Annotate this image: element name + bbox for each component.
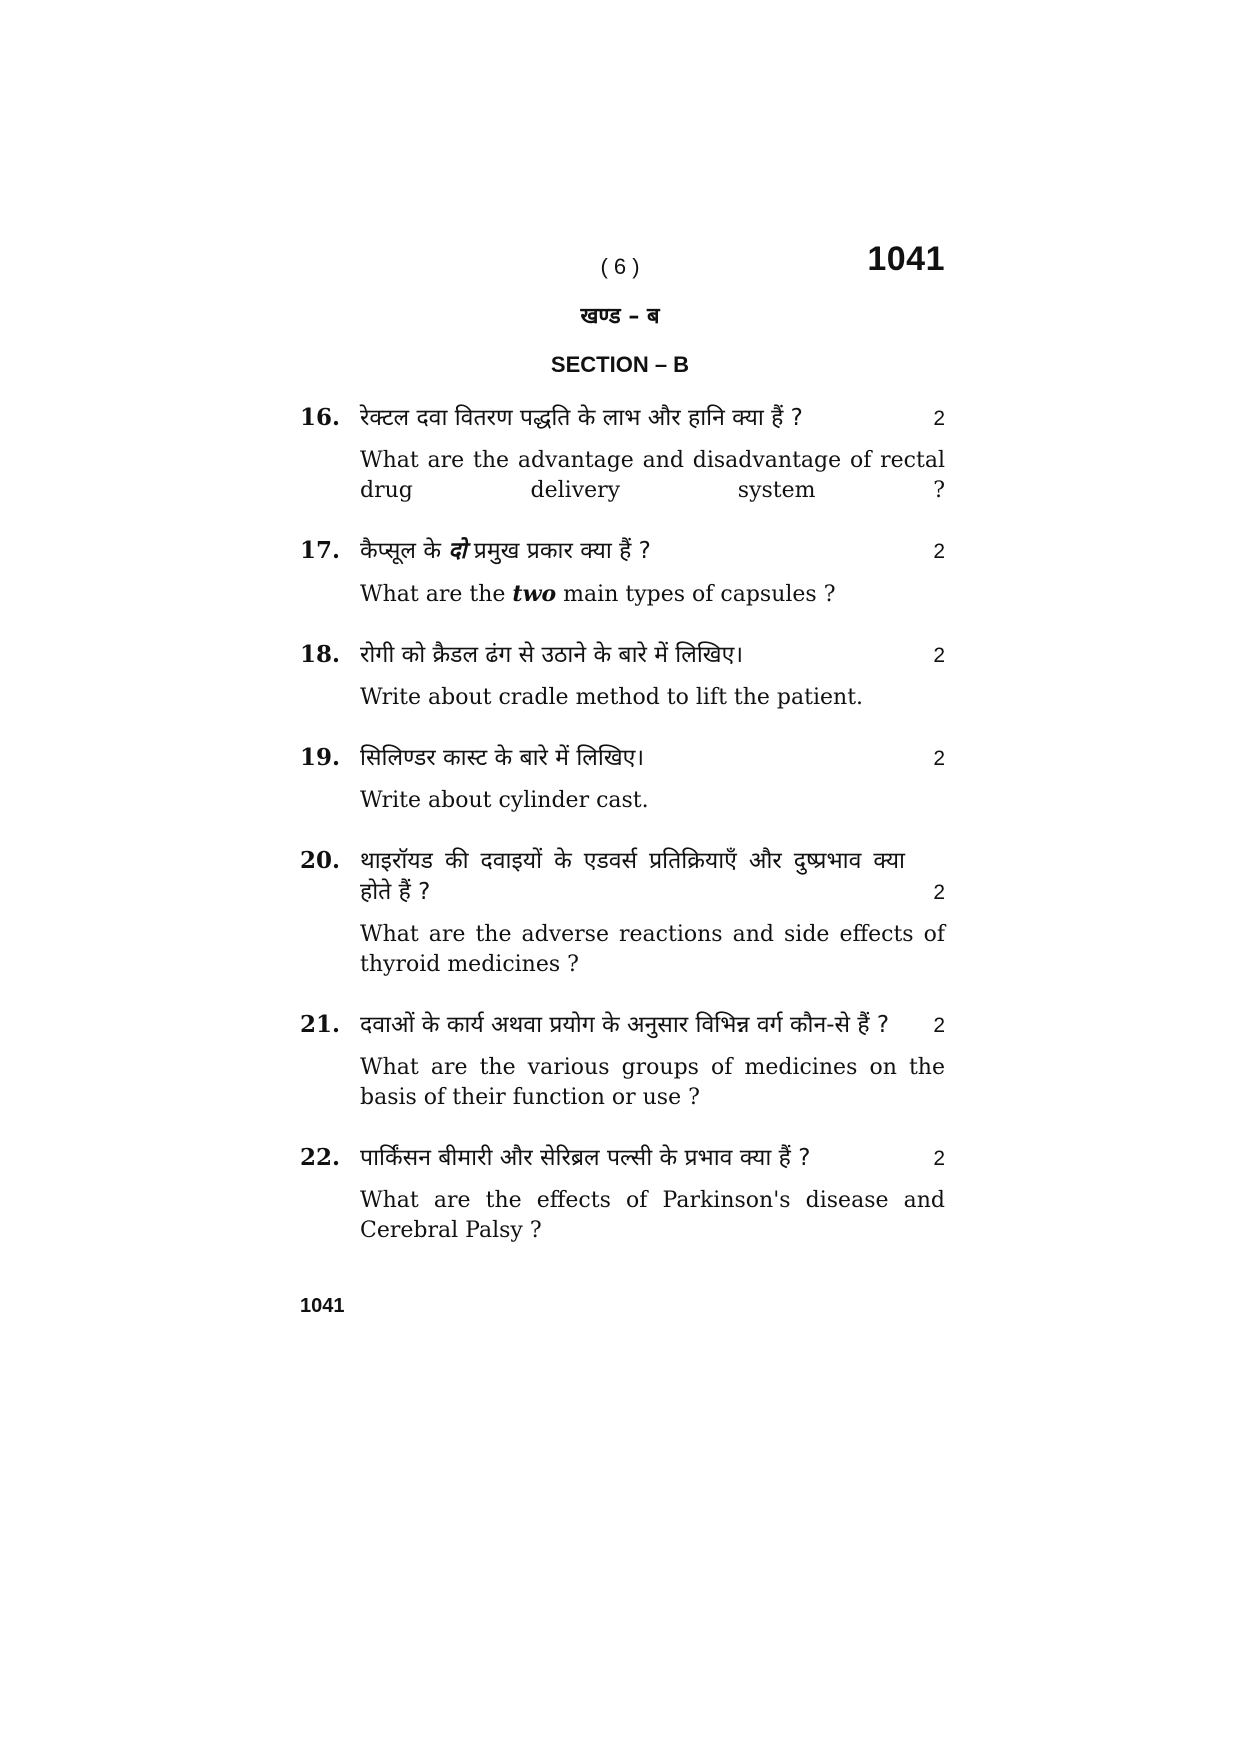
question-17 (300, 536, 945, 610)
question-text-hindi (360, 536, 945, 567)
question-hindi-emphasis: दो (448, 538, 467, 564)
question-22 (300, 1143, 945, 1246)
question-text-hindi (360, 1143, 945, 1174)
question-marks: 2 (933, 747, 945, 770)
question-number: 18. (300, 641, 341, 668)
question-list (300, 403, 945, 1276)
question-number: 19. (300, 744, 341, 771)
question-hindi-content: थाइरॉयड की दवाइयों के एडवर्स प्रतिक्रियाएँ और दुष्प्रभाव क्या होते हैं ? (360, 848, 905, 905)
question-19 (300, 743, 945, 816)
question-number: 16. (300, 404, 341, 431)
question-hindi-content: रेक्टल दवा वितरण पद्धति के लाभ और हानि क्या हैं ? (360, 405, 803, 431)
question-hindi-content: रोगी को क्रैडल ढंग से उठाने के बारे में लिखिए। (360, 642, 744, 668)
question-english-before: What are the (360, 582, 513, 607)
section-title-hindi: खण्ड – ब (580, 304, 660, 329)
question-hindi-before: कैप्सूल के (360, 538, 449, 564)
question-english-after: main types of capsules ? (556, 582, 836, 607)
question-text-english: What are the adverse reactions and side effects of thyroid medicines ? (360, 922, 945, 977)
question-number: 17. (300, 537, 341, 564)
question-16 (300, 403, 945, 506)
paper-code-top: 1041 (867, 240, 945, 278)
question-text-english: Write about cradle method to lift the patient. (360, 685, 864, 710)
page-number: ( 6 ) (600, 254, 640, 279)
question-text-english: What are the effects of Parkinson's disease and Cerebral Palsy ? (360, 1188, 945, 1243)
question-text-english (360, 579, 945, 610)
question-18 (300, 640, 945, 713)
section-title-english: SECTION – B (550, 352, 690, 377)
question-marks: 2 (933, 1147, 945, 1170)
paper-code-bottom: 1041 (300, 1295, 345, 1317)
question-marks: 2 (933, 644, 945, 667)
question-text-hindi (360, 846, 945, 908)
question-marks: 2 (933, 881, 945, 904)
question-number: 21. (300, 1011, 341, 1038)
question-text-english: What are the advantage and disadvantage of rectal drug delivery system ? (360, 448, 945, 503)
question-number: 22. (300, 1144, 341, 1171)
question-text-hindi (360, 403, 945, 434)
question-hindi-after: प्रमुख प्रकार क्या हैं ? (466, 538, 651, 564)
question-text-hindi (360, 640, 945, 671)
question-hindi-content: दवाओं के कार्य अथवा प्रयोग के अनुसार विभिन्न वर्ग कौन-से हैं ? (360, 1012, 890, 1038)
question-hindi-content: पार्किंसन बीमारी और सेरिब्रल पल्सी के प्रभाव क्या हैं ? (360, 1145, 811, 1171)
question-text-english: What are the various groups of medicines on the basis of their function or use ? (360, 1055, 945, 1110)
question-20 (300, 846, 945, 980)
question-number: 20. (300, 847, 341, 874)
question-english-emphasis: two (512, 581, 557, 607)
question-marks: 2 (933, 1014, 945, 1037)
question-hindi-content: सिलिण्डर कास्ट के बारे में लिखिए। (360, 745, 645, 771)
question-21 (300, 1010, 945, 1113)
question-marks: 2 (933, 540, 945, 563)
question-text-hindi (360, 743, 945, 774)
question-text-hindi (360, 1010, 945, 1041)
question-text-english: Write about cylinder cast. (360, 788, 649, 813)
question-marks: 2 (933, 407, 945, 430)
